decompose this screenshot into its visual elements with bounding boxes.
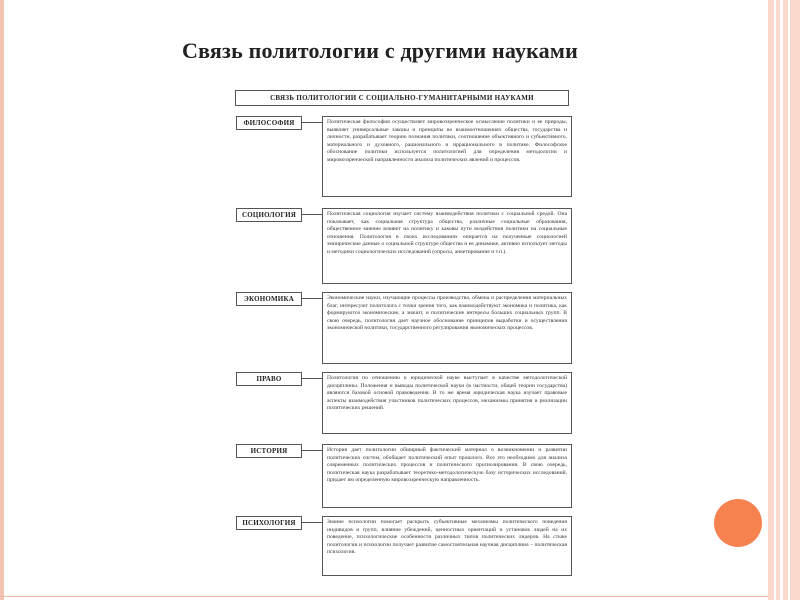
connector-line xyxy=(302,122,322,123)
connector-line xyxy=(302,214,322,215)
section-text: Политическая социология изучает систему взаимодействия политики с социальной средой. Она показывает, как социальная структура общества, различные социальные образования, общественное мнение влияют на политику и каковы пути воздействия политики на социальные отношения. Политология в своих исследованиях опирается на полученные социологией эмпирические данные о социальной структуре общества и ее динамике, активно использует методы и методики социологических исследований (опросы, анкетирование и т.п.). xyxy=(322,208,572,284)
section-label: ПРАВО xyxy=(236,372,302,386)
section-text: Политическая философия осуществляет мировоззренческое осмысление политики и ее природы, выявляет универсальные законы и принципы во взаимоотношениях общества, государства и личности, разрабатывает теорию познания политики, соотношение объективного и субъективного, материального и духовного, рационального и иррационального в политике. Философское обоснование политики используется политологией для определения методологии и мировоззренческой направленности анализа политических явлений и процессов. xyxy=(322,116,572,197)
slide-title: Связь политологии с другими науками xyxy=(182,38,578,63)
connector-line xyxy=(302,298,322,299)
connector-line xyxy=(302,522,322,523)
left-border xyxy=(0,0,4,600)
section-label: ИСТОРИЯ xyxy=(236,444,302,458)
section-label: ПСИХОЛОГИЯ xyxy=(236,516,302,530)
right-decorative-band xyxy=(768,0,800,600)
section-text: Знание психологии помогает раскрыть субъективные механизмы политического поведения индивидов и групп, влияние убеждений, ценностных ориентаций и установок людей на их поведение, психологические особенности различных типов политических лидеров. На стыке политологии и психологии получает развитие самостоятельная научная дисциплина – политическая психология. xyxy=(322,516,572,576)
connector-line xyxy=(302,378,322,379)
section-text: Экономические науки, изучающие процессы производства, обмена и распределения материальных благ, интересуют политолога с точки зрения того, как взаимодействуют экономика и политика, как формируются экономические, а значит, и политические интересы больших социальных групп. В свою очередь, политология дает научное обоснование принципов выработки и осуществления экономической политики, государственного регулирования экономических процессов. xyxy=(322,292,572,364)
section-label: СОЦИОЛОГИЯ xyxy=(236,208,302,222)
connector-line xyxy=(302,450,322,451)
section-text: Политология по отношению к юридической науке выступает в качестве методологической дисциплины. Положения и выводы политической науки (в частности, общей теории государства) являются базовой основой правоведения. В то же время юридическая наука изучает правовые аспекты взаимодействия участников политических процессов, механизмы принятия и реализации политических решений. xyxy=(322,372,572,434)
section-label: ФИЛОСОФИЯ xyxy=(236,116,302,130)
relations-scheme xyxy=(232,90,574,580)
section-label: ЭКОНОМИКА xyxy=(236,292,302,306)
bottom-line xyxy=(0,596,768,597)
scheme-header: СВЯЗЬ ПОЛИТОЛОГИИ С СОЦИАЛЬНО-ГУМАНИТАРНЫМИ НАУКАМИ xyxy=(235,90,569,106)
orange-circle-decoration xyxy=(714,499,762,547)
section-text: История дает политологии обширный фактический материал о возникновении и развитии политических систем, обобщает политический опыт прошлого. Все это необходимо для анализа современных политических процессов и политического прогнозирования. В свою очередь, политическая наука разрабатывает теоретико-методологическую базу исторических исследований, придает им определенную мировоззренческую направленность. xyxy=(322,444,572,508)
